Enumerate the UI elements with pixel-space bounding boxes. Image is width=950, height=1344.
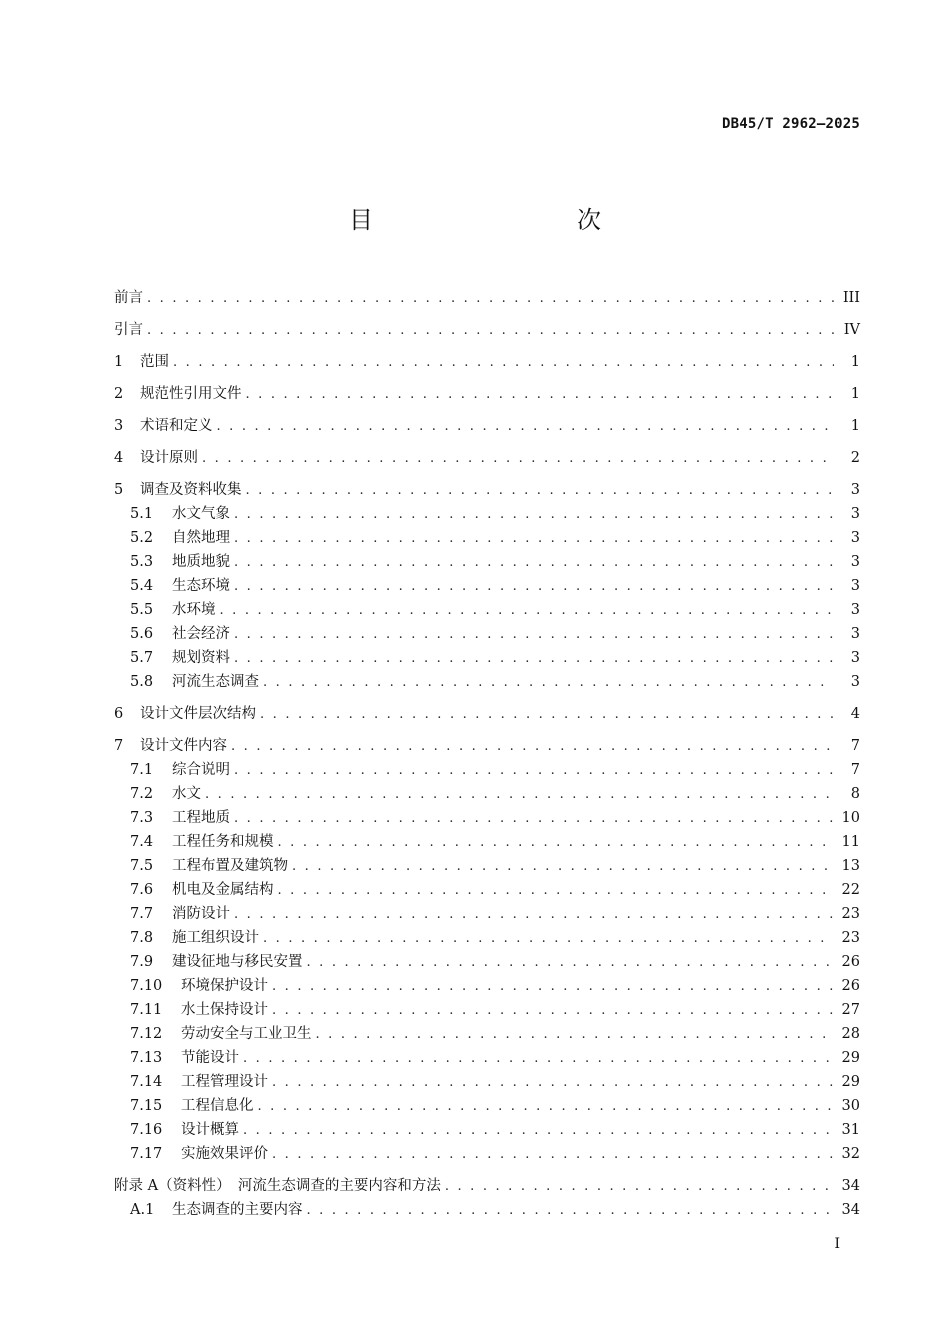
toc-entry-page: 3 (850, 578, 860, 594)
toc-dot-leader (234, 623, 834, 647)
toc-entry-label: 规划资料 (172, 650, 230, 666)
toc-entry-label: 环境保护设计 (181, 978, 268, 994)
toc-entry-page: 13 (841, 858, 860, 874)
toc-dot-leader (205, 783, 834, 807)
toc-entry-label: 水文气象 (172, 506, 230, 522)
toc-entry-number: 7.16 (130, 1122, 163, 1138)
toc-dot-leader (234, 575, 834, 599)
toc-entry-number: 5.4 (130, 578, 154, 594)
toc-entry-number: 7 (114, 738, 124, 754)
toc-entry[interactable] (114, 350, 860, 374)
toc-entry-page: 26 (841, 978, 860, 994)
toc-entry-page: 34 (841, 1202, 860, 1218)
toc-entry-number: 5.3 (130, 554, 154, 570)
toc-dot-leader (234, 527, 834, 551)
toc-entry-page: 3 (850, 530, 860, 546)
toc-dot-leader (173, 351, 834, 375)
toc-entry-label: 自然地理 (172, 530, 230, 546)
toc-entry-label: 工程布置及建筑物 (172, 858, 288, 874)
toc-entry-page: 3 (850, 626, 860, 642)
toc-dot-leader (272, 1143, 834, 1167)
toc-dot-leader (147, 287, 834, 311)
toc-entry-page: 3 (850, 506, 860, 522)
toc-entry-page: 3 (850, 482, 860, 498)
toc-entry-number: 7.3 (130, 810, 154, 826)
toc-dot-leader (272, 999, 834, 1023)
toc-entry-page: 31 (841, 1122, 860, 1138)
toc-entry-label: 工程管理设计 (181, 1074, 268, 1090)
toc-entry[interactable] (114, 1142, 860, 1166)
toc-entry[interactable] (114, 598, 860, 622)
toc-entry-number: 7.17 (130, 1146, 163, 1162)
toc-entry-label: 调查及资料收集 (140, 482, 242, 498)
toc-entry-number: 7.8 (130, 930, 154, 946)
toc-entry-page: 29 (841, 1074, 860, 1090)
toc-dot-leader (234, 807, 834, 831)
toc-dot-leader (278, 879, 835, 903)
toc-entry-page: 7 (850, 762, 860, 778)
toc-entry[interactable] (114, 830, 860, 854)
toc-entry-label: 工程信息化 (181, 1098, 254, 1114)
toc-entry-page: 34 (841, 1178, 860, 1194)
toc-entry-label: 机电及金属结构 (172, 882, 274, 898)
toc-entry[interactable] (114, 806, 860, 830)
toc-entry-number: 6 (114, 706, 124, 722)
toc-entry-page: 3 (850, 554, 860, 570)
toc-entry-page: 3 (850, 602, 860, 618)
toc-entry-label: 生态环境 (172, 578, 230, 594)
toc-entry-label: 设计文件层次结构 (140, 706, 256, 722)
toc-entry-label: 设计原则 (140, 450, 198, 466)
toc-entry-number: 3 (114, 418, 124, 434)
toc-entry-label: 节能设计 (181, 1050, 239, 1066)
toc-entry-number: 5.6 (130, 626, 154, 642)
toc-entry[interactable] (114, 1118, 860, 1142)
toc-dot-leader (234, 647, 834, 671)
toc-entry-number: 4 (114, 450, 124, 466)
toc-entry-label: 施工组织设计 (172, 930, 259, 946)
toc-dot-leader (243, 1119, 834, 1143)
toc-dot-leader (278, 831, 835, 855)
toc-dot-leader (243, 1047, 834, 1071)
toc-entry-label: 引言 (114, 322, 143, 338)
toc-entry-number: 5.7 (130, 650, 154, 666)
toc-entry-label: 社会经济 (172, 626, 230, 642)
toc-entry[interactable] (114, 670, 860, 694)
toc-dot-leader (234, 903, 834, 927)
toc-entry-label: 设计概算 (181, 1122, 239, 1138)
toc-dot-leader (260, 703, 834, 727)
toc-dot-leader (307, 951, 835, 975)
toc-dot-leader (217, 415, 835, 439)
toc-entry[interactable] (114, 702, 860, 726)
toc-entry-page: 3 (850, 674, 860, 690)
toc-entry[interactable] (114, 758, 860, 782)
toc-entry-number: 5.8 (130, 674, 154, 690)
toc-dot-leader (263, 927, 834, 951)
toc-dot-leader (234, 503, 834, 527)
toc-entry[interactable] (114, 878, 860, 902)
toc-entry-label: 附录 A（资料性） 河流生态调查的主要内容和方法 (114, 1178, 441, 1194)
toc-entry-label: 设计文件内容 (140, 738, 227, 754)
toc-entry-label: 建设征地与移民安置 (172, 954, 303, 970)
toc-dot-leader (258, 1095, 835, 1119)
toc-entry-page: 4 (850, 706, 860, 722)
toc-entry[interactable] (114, 782, 860, 806)
toc-entry-number: 7.14 (130, 1074, 163, 1090)
toc-dot-leader (316, 1023, 835, 1047)
toc-entry-page: 2 (850, 450, 860, 466)
toc-entry-number: 7.1 (130, 762, 154, 778)
toc-entry-number: 7.13 (130, 1050, 163, 1066)
page-number: I (834, 1236, 840, 1252)
toc-entry[interactable] (114, 478, 860, 502)
toc-entry[interactable] (114, 286, 860, 310)
toc-dot-leader (246, 383, 835, 407)
toc-entry[interactable] (114, 646, 860, 670)
toc-entry-page: 22 (841, 882, 860, 898)
toc-entry-page: 30 (841, 1098, 860, 1114)
toc-entry-page: 7 (850, 738, 860, 754)
toc-entry[interactable] (114, 574, 860, 598)
toc-dot-leader (202, 447, 834, 471)
toc-entry[interactable] (114, 414, 860, 438)
toc-entry[interactable] (114, 1070, 860, 1094)
toc-entry-page: 23 (841, 906, 860, 922)
toc-entry-number: 1 (114, 354, 124, 370)
toc-entry-number: 5.1 (130, 506, 154, 522)
toc-entry[interactable] (114, 1046, 860, 1070)
toc-entry-label: 水文 (172, 786, 201, 802)
toc-entry[interactable] (114, 974, 860, 998)
toc-entry-page: 26 (841, 954, 860, 970)
toc-entry-page: 1 (850, 418, 860, 434)
toc-entry-number: 5 (114, 482, 124, 498)
toc-entry-page: 1 (850, 386, 860, 402)
toc-entry[interactable] (114, 902, 860, 926)
toc-dot-leader (292, 855, 834, 879)
toc-entry-page: 10 (841, 810, 860, 826)
toc-entry-label: 工程地质 (172, 810, 230, 826)
toc-entry-number: A.1 (130, 1202, 155, 1218)
toc-entry-label: 前言 (114, 290, 143, 306)
toc-entry-number: 7.2 (130, 786, 154, 802)
toc-entry-number: 7.7 (130, 906, 154, 922)
toc-entry[interactable] (114, 550, 860, 574)
toc-entry-number: 5.2 (130, 530, 154, 546)
toc-entry-label: 消防设计 (172, 906, 230, 922)
toc-entry-page: 11 (841, 834, 860, 850)
toc-entry-number: 7.10 (130, 978, 163, 994)
toc-entry-label: 水环境 (172, 602, 216, 618)
toc-entry[interactable] (114, 1198, 860, 1222)
toc-entry[interactable] (114, 734, 860, 758)
toc-entry-label: 规范性引用文件 (140, 386, 242, 402)
toc-entry[interactable] (114, 1174, 860, 1198)
toc-entry-label: 综合说明 (172, 762, 230, 778)
toc-entry[interactable] (114, 502, 860, 526)
table-of-contents (114, 286, 860, 1222)
toc-entry[interactable] (114, 382, 860, 406)
toc-entry-page: 29 (841, 1050, 860, 1066)
toc-entry-number: 5.5 (130, 602, 154, 618)
toc-entry-page: 23 (841, 930, 860, 946)
toc-entry-page: 28 (841, 1026, 860, 1042)
toc-entry-page: IV (843, 322, 860, 338)
toc-dot-leader (231, 735, 834, 759)
toc-entry[interactable] (114, 926, 860, 950)
toc-entry-label: 术语和定义 (140, 418, 213, 434)
toc-entry-number: 2 (114, 386, 124, 402)
toc-entry[interactable] (114, 950, 860, 974)
toc-dot-leader (220, 599, 835, 623)
toc-entry-page: 3 (850, 650, 860, 666)
toc-entry-page: 8 (850, 786, 860, 802)
toc-dot-leader (263, 671, 834, 695)
toc-dot-leader (445, 1175, 834, 1199)
toc-entry-number: 7.12 (130, 1026, 163, 1042)
toc-dot-leader (234, 759, 834, 783)
toc-dot-leader (272, 1071, 834, 1095)
toc-entry[interactable] (114, 446, 860, 470)
toc-entry-page: III (842, 290, 860, 306)
toc-entry-label: 河流生态调查 (172, 674, 259, 690)
toc-entry-number: 7.9 (130, 954, 154, 970)
toc-entry[interactable] (114, 318, 860, 342)
toc-entry-page: 1 (850, 354, 860, 370)
toc-dot-leader (307, 1199, 835, 1223)
toc-entry-label: 劳动安全与工业卫生 (181, 1026, 312, 1042)
toc-dot-leader (272, 975, 834, 999)
toc-entry-number: 7.6 (130, 882, 154, 898)
document-code: DB45/T 2962—2025 (721, 116, 860, 132)
toc-entry-number: 7.15 (130, 1098, 163, 1114)
toc-entry-label: 地质地貌 (172, 554, 230, 570)
toc-dot-leader (234, 551, 834, 575)
toc-entry-page: 32 (841, 1146, 860, 1162)
toc-entry-label: 工程任务和规模 (172, 834, 274, 850)
page-title: 目 次 (349, 206, 653, 234)
toc-entry-number: 7.4 (130, 834, 154, 850)
toc-entry-label: 生态调查的主要内容 (172, 1202, 303, 1218)
toc-entry-page: 27 (841, 1002, 860, 1018)
toc-entry-label: 实施效果评价 (181, 1146, 268, 1162)
toc-entry[interactable] (114, 854, 860, 878)
toc-entry[interactable] (114, 998, 860, 1022)
toc-entry-label: 水土保持设计 (181, 1002, 268, 1018)
toc-entry[interactable] (114, 622, 860, 646)
toc-entry[interactable] (114, 1022, 860, 1046)
toc-entry-label: 范围 (140, 354, 169, 370)
toc-entry[interactable] (114, 526, 860, 550)
toc-dot-leader (246, 479, 835, 503)
toc-dot-leader (147, 319, 834, 343)
toc-entry-number: 7.11 (130, 1002, 163, 1018)
toc-entry-number: 7.5 (130, 858, 154, 874)
toc-entry[interactable] (114, 1094, 860, 1118)
